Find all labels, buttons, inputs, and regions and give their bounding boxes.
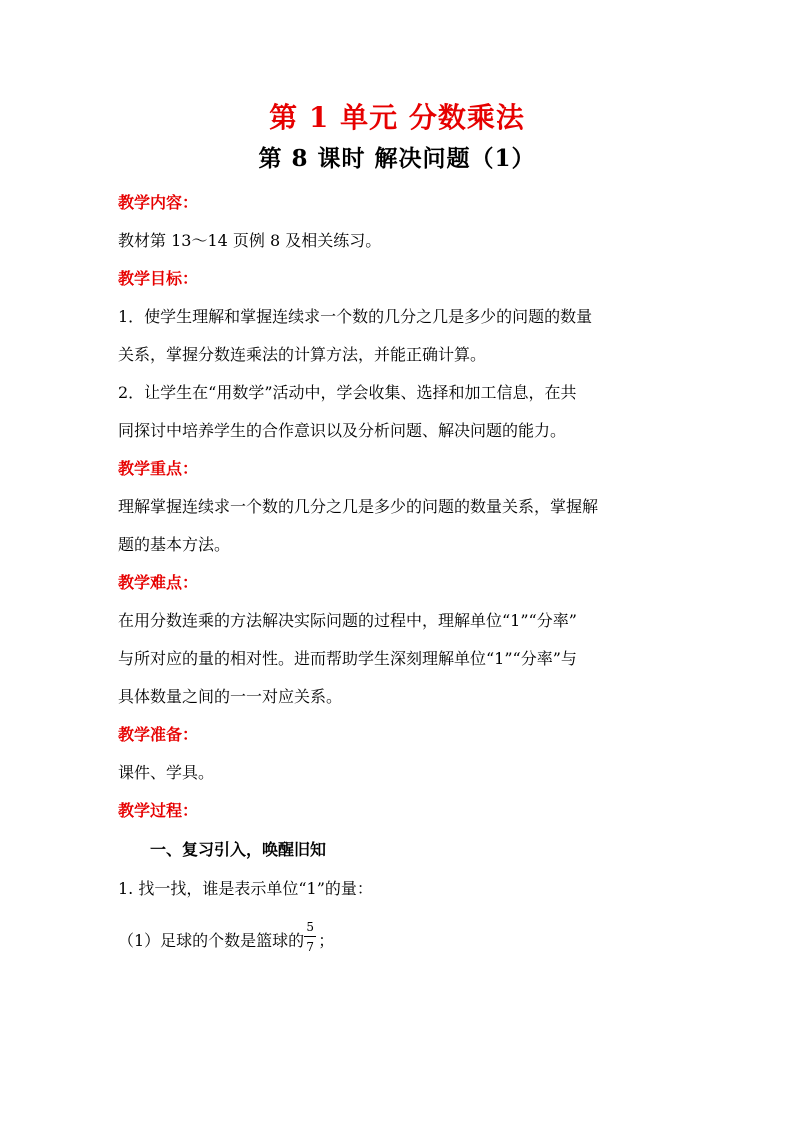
section-heading-goals: 教学目标：	[118, 269, 199, 288]
text-line: 教材第 13～14 页例 8 及相关练习。	[118, 231, 382, 250]
section-body-prep	[118, 754, 678, 792]
unit-title: 第 1 单元 分数乘法	[269, 101, 525, 134]
text-line: 1. 找一找，谁是表示单位“1”的量：	[118, 879, 373, 898]
fraction-numerator: 5	[306, 920, 314, 934]
text-line: 1．使学生理解和掌握连续求一个数的几分之几是多少的问题的数量	[118, 307, 593, 326]
section-body-content	[118, 222, 678, 260]
sub-item-end: ；	[318, 931, 335, 950]
section-heading-prep: 教学准备：	[118, 725, 199, 744]
process-item	[118, 870, 678, 908]
lesson-title: 第 8 课时 解决问题（1）	[258, 145, 536, 172]
step-title: 一、复习引入，唤醒旧知	[150, 840, 327, 859]
fraction-bar	[304, 936, 316, 937]
section-heading-process: 教学过程：	[118, 801, 199, 820]
text-line: 在用分数连乘的方法解决实际问题的过程中，理解单位“1”“分率”	[118, 611, 577, 630]
document-body	[118, 184, 678, 964]
sub-item-with-fraction	[118, 908, 678, 964]
section-heading-key: 教学重点：	[118, 459, 199, 478]
text-line: 同探讨中培养学生的合作意识以及分析问题、解决问题的能力。	[118, 421, 567, 440]
text-line: 题的基本方法。	[118, 535, 231, 554]
text-line: 关系，掌握分数连乘法的计算方法，并能正确计算。	[118, 345, 487, 364]
section-body-goals	[118, 298, 678, 450]
text-line: 课件、学具。	[118, 763, 215, 782]
text-line: 理解掌握连续求一个数的几分之几是多少的问题的数量关系，掌握解	[118, 497, 599, 516]
text-line: 具体数量之间的一一对应关系。	[118, 687, 343, 706]
section-body-key	[118, 488, 678, 564]
section-body-difficulty	[118, 602, 678, 716]
sub-item-label: （1）足球的个数是篮球的	[118, 931, 305, 950]
text-line: 与所对应的量的相对性。进而帮助学生深刻理解单位“1”“分率”与	[118, 649, 577, 668]
section-heading-content: 教学内容：	[118, 193, 199, 212]
sub-item-text	[118, 922, 334, 960]
text-line: 2．让学生在“用数学”活动中，学会收集、选择和加工信息，在共	[118, 383, 577, 402]
fraction-denominator: 7	[306, 940, 314, 954]
section-heading-difficulty: 教学难点：	[118, 573, 199, 592]
